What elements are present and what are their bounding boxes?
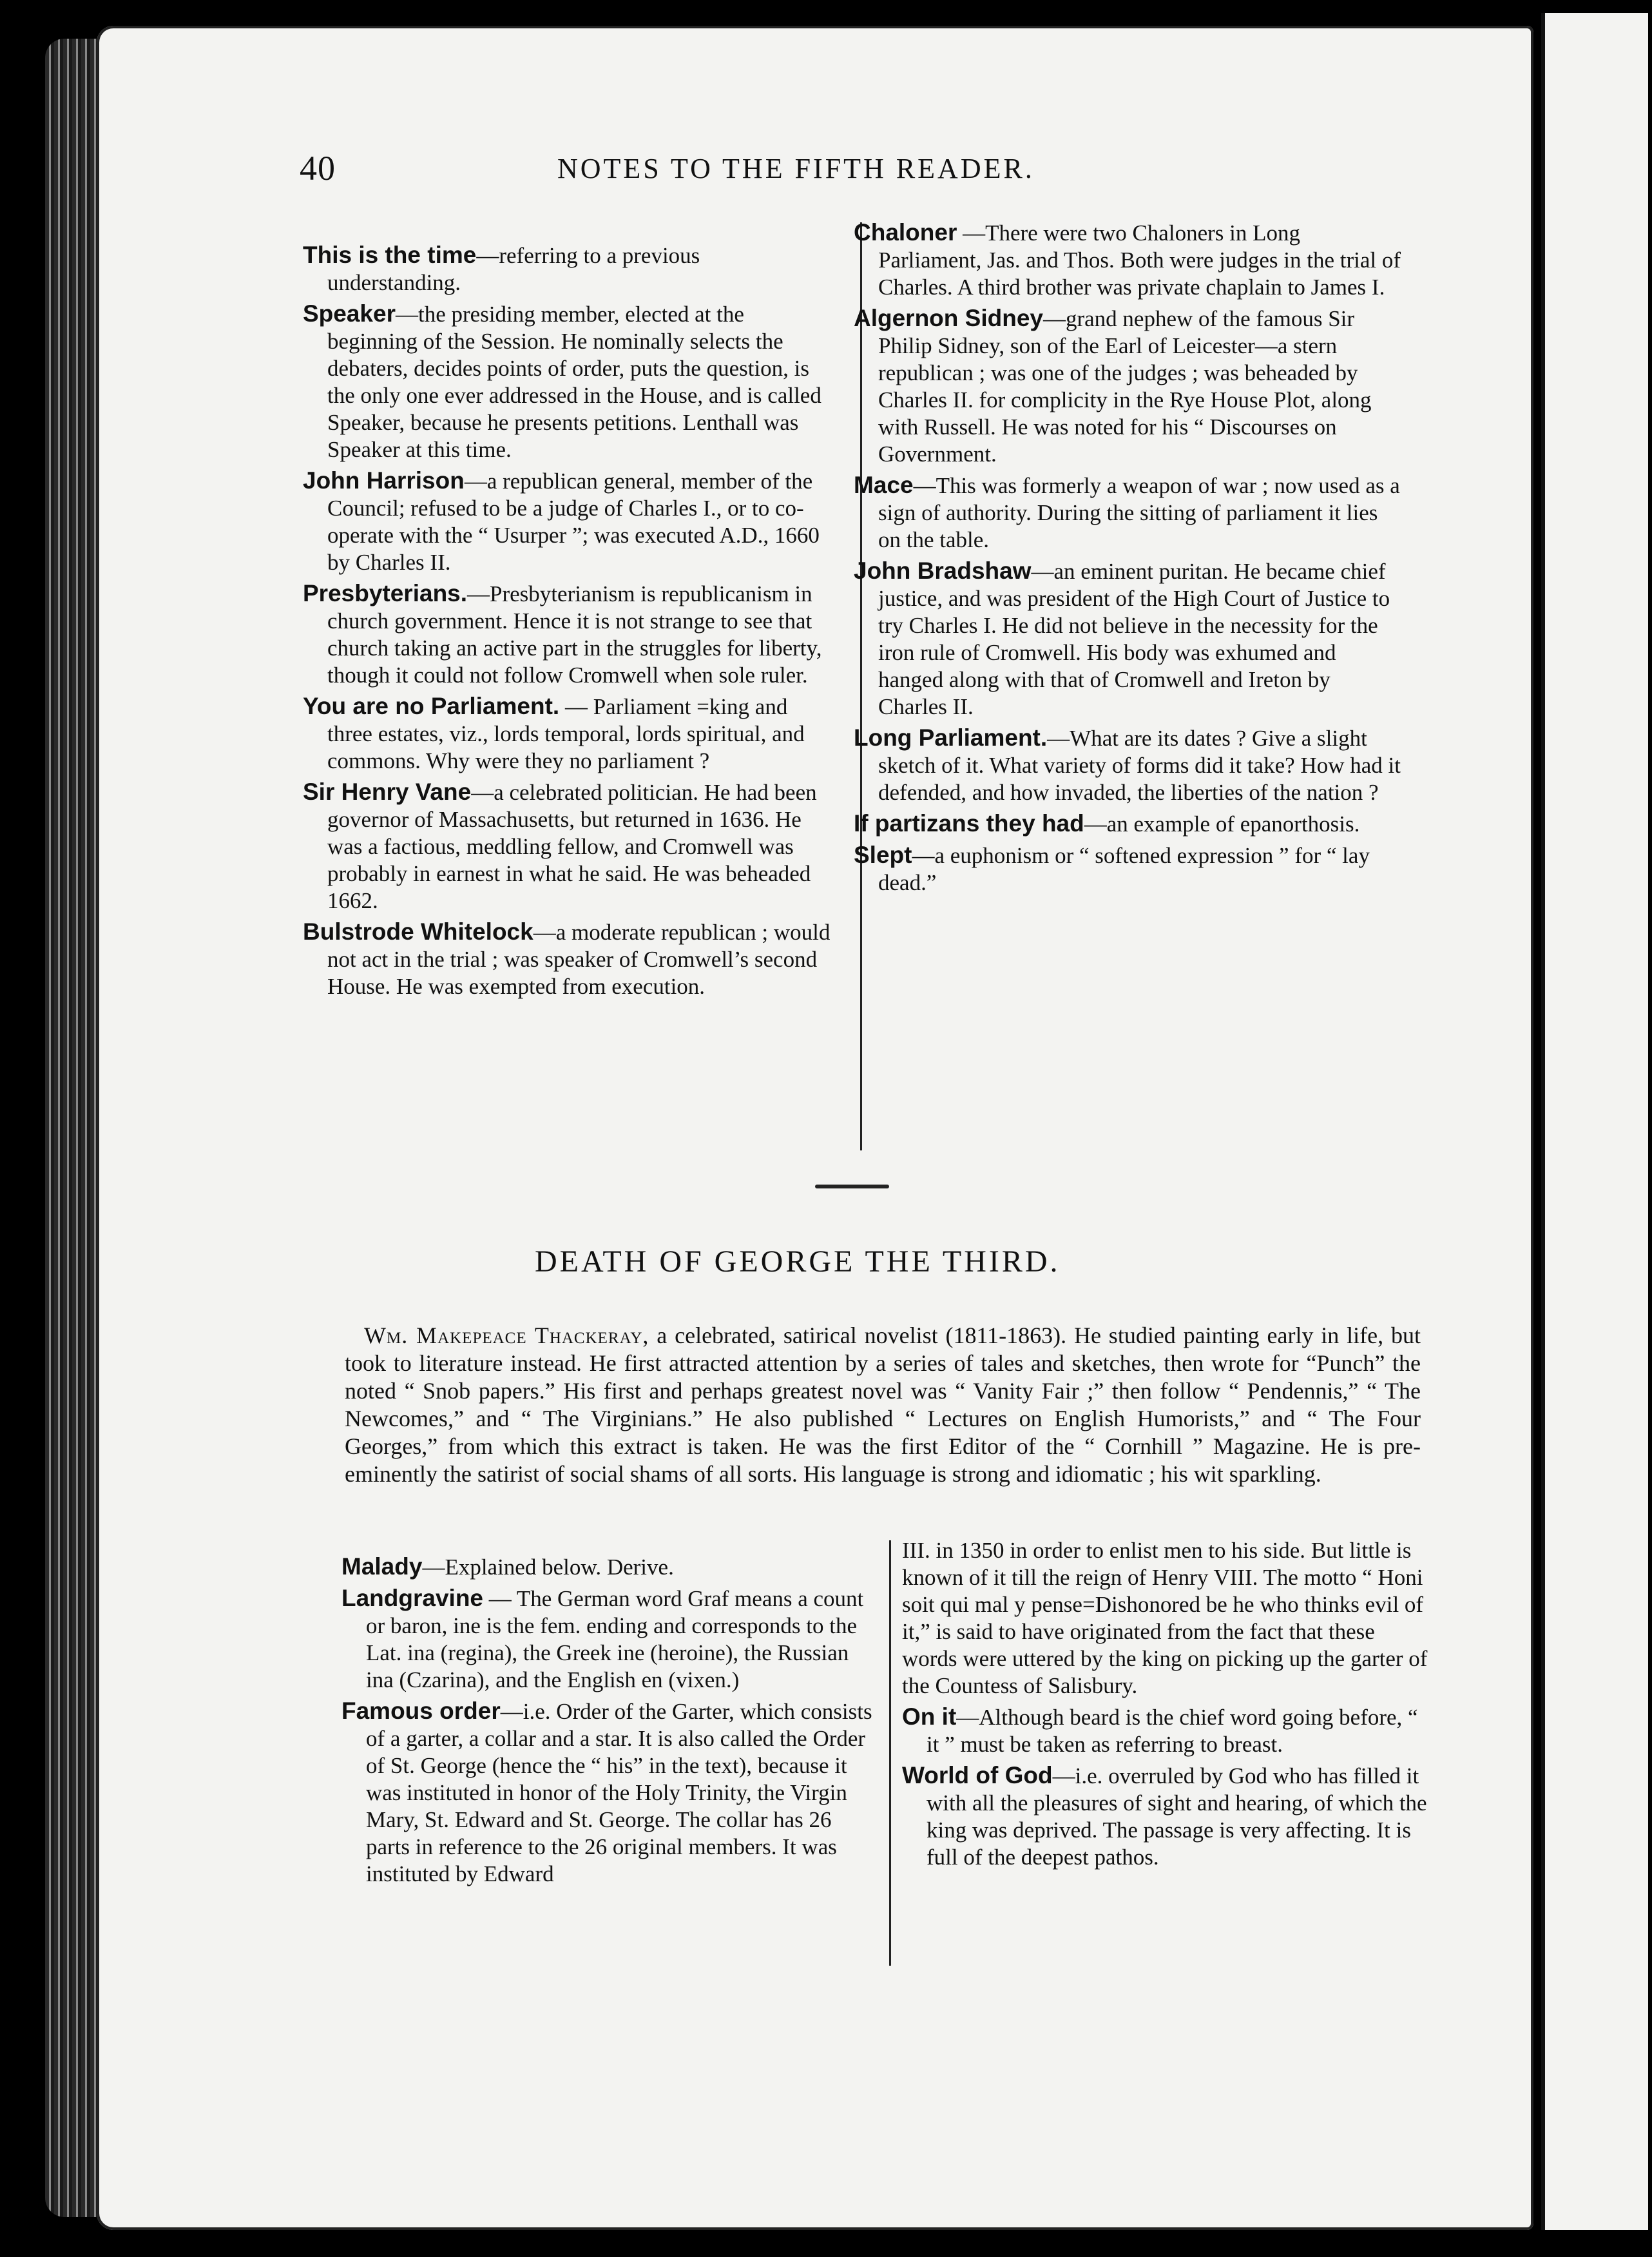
note-text: —There were two Chaloners in Long Parliament, Jas. and Thos. Both were judges in the trial of Charles. A third brother was private chaplain to James I. xyxy=(878,220,1401,300)
notes-top-left-column xyxy=(303,242,831,1004)
note-text: —referring to a previous understanding. xyxy=(327,243,700,295)
note-entry xyxy=(854,557,1401,721)
note-entry xyxy=(341,1698,876,1888)
note-term: Long Parliament. xyxy=(854,724,1048,751)
notes-top-right-column xyxy=(854,219,1401,900)
page-header xyxy=(300,148,1427,193)
note-entry xyxy=(902,1703,1430,1758)
note-entry xyxy=(854,810,1401,838)
author-introduction xyxy=(345,1322,1421,1488)
note-entry xyxy=(341,1553,876,1581)
note-term: Bulstrode Whitelock xyxy=(303,918,533,945)
note-term: Algernon Sidney xyxy=(854,305,1043,331)
note-term: If partizans they had xyxy=(854,810,1084,837)
note-text: —the presiding member, elected at the beginning of the Session. He nominally selects the debaters, decides points of order, puts the question, is the only one ever addressed in the House, and is called Speaker, because he presents petitions. Lenthall was Speaker at this time. xyxy=(327,302,821,462)
note-text: —an example of epanorthosis. xyxy=(1084,811,1360,837)
note-term: Presbyterians. xyxy=(303,580,468,606)
facing-page-sliver xyxy=(1541,13,1648,2230)
note-text: —i.e. overruled by God who has filled it with all the pleasures of sight and hearing, of which the king was deprived. The passage is very affecting. It is full of the deepest pathos. xyxy=(927,1763,1427,1870)
note-term: Landgravine xyxy=(341,1585,483,1611)
note-entry xyxy=(303,242,831,296)
note-text: — Parliament =king and three estates, viz., lords temporal, lords spiritual, and commons. Why were they no parliament ? xyxy=(327,694,805,773)
note-text: —This was formerly a weapon of war ; now used as a sign of authority. During the sitting of parliament it lies on the table. xyxy=(878,473,1400,552)
note-continuation: III. in 1350 in order to enlist men to his side. But little is known of it till the reign of Henry VIII. The motto “ Honi soit qui mal y pense=Dishonored be he who thinks evil of it,” is said to have originated from the fact that these words were uttered by the king on picking up the garter of the Countess of Salisbury. xyxy=(902,1538,1428,1698)
note-term: Famous order xyxy=(341,1698,501,1724)
note-entry xyxy=(303,779,831,915)
note-term: John Harrison xyxy=(303,467,465,494)
note-entry xyxy=(854,842,1401,896)
note-term: Mace xyxy=(854,472,914,498)
note-text: —a republican general, member of the Council; refused to be a judge of Charles I., or to co-operate with the “ Usurper ”; was executed A.D., 1660 by Charles II. xyxy=(327,469,820,575)
note-term: You are no Parliament. xyxy=(303,693,560,719)
note-entry xyxy=(303,580,831,689)
author-name: Wm. Makepeace Thackeray, xyxy=(364,1322,649,1348)
section-divider-ornament xyxy=(815,1185,889,1188)
note-entry xyxy=(303,693,831,775)
note-entry xyxy=(341,1585,876,1694)
page-number: 40 xyxy=(300,149,336,188)
note-text: —a moderate republican ; would not act in the trial ; was speaker of Cromwell’s second House. He was exempted from execution. xyxy=(327,920,831,999)
note-text: —a euphonism or “ softened expression ” for “ lay dead.” xyxy=(878,843,1370,895)
note-entry xyxy=(854,305,1401,468)
note-term: On it xyxy=(902,1703,957,1730)
note-entry xyxy=(303,300,831,463)
note-entry xyxy=(303,918,831,1000)
notes-bottom-right-column xyxy=(902,1537,1430,1875)
note-term: John Bradshaw xyxy=(854,557,1032,584)
author-bio: a celebrated, satirical novelist (1811-1863). He studied painting early in life, but took to literature instead. He first attracted attention by a series of tales and sketches, then wrote for “Punch” the noted “ Snob papers.” His first and perhaps greatest novel was “ Vanity Fair ;” then follow “ Pendennis,” “ The Newcomes,” and “ The Virginians.” He also published “ Lectures on English Humorists,” and “ The Four Georges,” from which this extract is taken. He was the first Editor of the “ Cornhill ” Magazine. He is pre-eminently the satirist of social shams of all sorts. His language is strong and idiomatic ; his wit sparkling. xyxy=(345,1322,1421,1487)
note-term: Malady xyxy=(341,1553,423,1580)
note-entry xyxy=(854,219,1401,301)
note-entry xyxy=(854,472,1401,554)
note-text: —grand nephew of the famous Sir Philip Sidney, son of the Earl of Leicester—a stern republican ; was one of the judges ; was beheaded by Charles II. for complicity in the Rye House Plot, along with Russell. He was noted for his “ Discourses on Government. xyxy=(878,306,1372,467)
note-text: — The German word Graf means a count or baron, ine is the fem. ending and corresponds to the Lat. ina (regina), the Greek ine (heroine), the Russian ina (Czarina), and the English en (vixen.) xyxy=(366,1586,864,1692)
note-text: —i.e. Order of the Garter, which consists of a garter, a collar and a star. It is also called the Order of St. George (hence the “ his” in the text), because it was instituted in honor of the Holy Trinity, the Virgin Mary, St. Edward and St. George. The collar has 26 parts in reference to the 26 original members. It was instituted by Edward xyxy=(366,1699,872,1886)
note-entry xyxy=(854,724,1401,806)
note-text: —an eminent puritan. He became chief justice, and was president of the High Court of Justice to try Charles I. He did not believe in the necessity for the iron rule of Cromwell. His body was exhumed and hanged along with that of Cromwell and Ireton by Charles II. xyxy=(878,559,1390,719)
section-title: DEATH OF GEORGE THE THIRD. xyxy=(535,1245,1061,1279)
note-term: Sir Henry Vane xyxy=(303,779,472,805)
note-entry xyxy=(902,1762,1430,1871)
running-title: NOTES TO THE FIFTH READER. xyxy=(557,153,1035,184)
note-text: —Although beard is the chief word going before, “ it ” must be taken as referring to breast. xyxy=(927,1705,1418,1757)
note-term: This is the time xyxy=(303,242,477,268)
notes-bottom-left-column xyxy=(341,1553,876,1892)
column-divider-bottom xyxy=(889,1540,891,1966)
note-text: —What are its dates ? Give a slight sketch of it. What variety of forms did it take? How had it defended, and how invaded, the liberties of the nation ? xyxy=(878,726,1401,805)
note-term: Chaloner xyxy=(854,219,957,246)
note-term: Speaker xyxy=(303,300,396,327)
book-spine-edge xyxy=(45,39,103,2217)
note-text: —Explained below. Derive. xyxy=(422,1555,674,1580)
note-text: —a celebrated politician. He had been governor of Massachusetts, but returned in 1636. He was a factious, meddling fellow, and Cromwell was probably in earnest in what he said. He was beheaded 1662. xyxy=(327,780,817,913)
note-text: —Presbyterianism is republicanism in church government. Hence it is not strange to see that church taking an active part in the struggles for liberty, though it could not follow Cromwell when sole ruler. xyxy=(327,581,822,688)
note-term: World of God xyxy=(902,1762,1053,1788)
note-entry xyxy=(303,467,831,576)
note-term: Slept xyxy=(854,842,912,868)
